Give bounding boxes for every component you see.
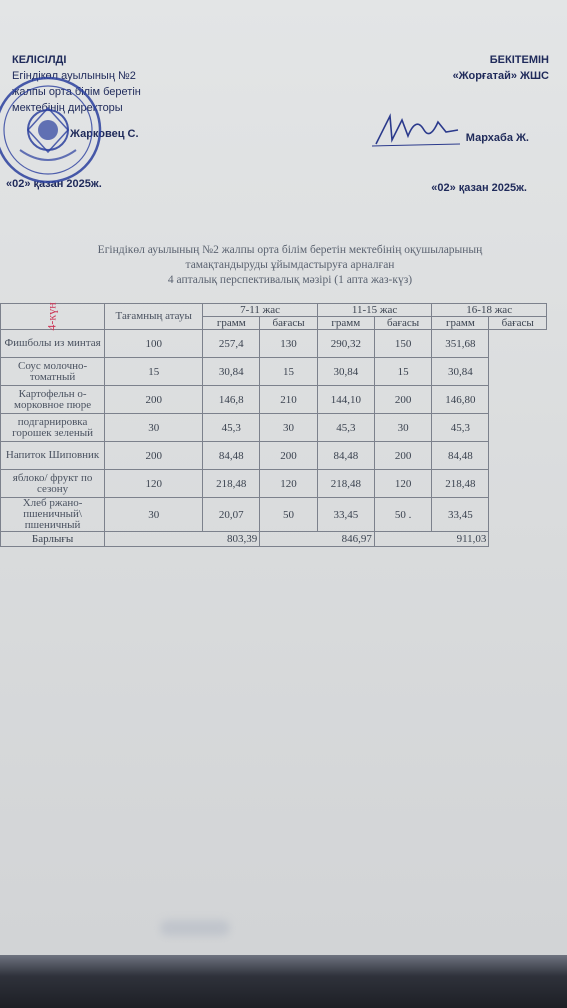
agreed-line-2: жалпы орта білім беретін — [12, 86, 141, 98]
agreed-date: «02» қазан 2025ж. — [6, 178, 102, 190]
table-row — [1, 330, 547, 358]
group-header-2: 11-15 жас — [317, 304, 432, 317]
sub-gram-2: грамм — [317, 317, 374, 330]
gram-cell: 200 — [105, 442, 203, 470]
sub-gram-1: грамм — [203, 317, 260, 330]
day-cell — [1, 304, 105, 330]
price-cell: 45,3 — [317, 414, 374, 442]
agreed-title: КЕЛІСІЛДІ — [12, 54, 67, 66]
gram-cell: 15 — [374, 358, 432, 386]
gram-cell: 100 — [105, 330, 203, 358]
price-cell: 20,07 — [203, 498, 260, 532]
gram-cell: 200 — [105, 386, 203, 414]
approved-title: БЕКІТЕМІН — [489, 54, 549, 66]
gram-cell: 200 — [374, 386, 432, 414]
group-header-3: 16-18 жас — [432, 304, 547, 317]
table-row — [1, 498, 547, 532]
sub-gram-3: грамм — [432, 317, 489, 330]
approved-signer: Мархаба Ж. — [465, 132, 529, 144]
price-cell: 84,48 — [432, 442, 489, 470]
gram-cell: 120 — [260, 470, 318, 498]
dish-name-cell: Хлеб ржано-пшеничный\ пшеничный — [1, 498, 105, 532]
dish-name-cell: яблоко/ фрукт по сезону — [1, 470, 105, 498]
menu-table — [0, 303, 547, 547]
agreed-line-1: Егіндікөл ауылының №2 — [12, 70, 136, 82]
gram-cell: 30 — [105, 414, 203, 442]
price-cell: 218,48 — [317, 470, 374, 498]
price-cell: 45,3 — [203, 414, 260, 442]
gram-cell: 30 — [374, 414, 432, 442]
dish-name-cell: подгарнировка горошек зеленый — [1, 414, 105, 442]
title-line-1: Егіндікөл ауылының №2 жалпы орта білім беретін мектебінің оқушыларының — [97, 244, 483, 256]
price-cell: 84,48 — [317, 442, 374, 470]
document-title — [20, 243, 560, 288]
price-cell: 146,80 — [432, 386, 489, 414]
background-floor — [0, 955, 567, 1008]
price-cell: 290,32 — [317, 330, 374, 358]
price-cell: 30,84 — [432, 358, 489, 386]
price-cell: 218,48 — [203, 470, 260, 498]
gram-cell: 30 — [260, 414, 318, 442]
price-cell: 30,84 — [203, 358, 260, 386]
dish-name-cell: Картофельн о-морковное пюре — [1, 386, 105, 414]
price-cell: 45,3 — [432, 414, 489, 442]
price-cell: 30,84 — [317, 358, 374, 386]
handwritten-signature — [372, 110, 462, 150]
title-line-3: 4 апталық перспективалық мәзірі (1 апта жаз-күз) — [167, 274, 413, 286]
gram-cell: 150 — [374, 330, 432, 358]
price-cell: 33,45 — [317, 498, 374, 532]
table-header-row — [1, 304, 547, 317]
table-row — [1, 470, 547, 498]
header-approved-block — [453, 52, 549, 84]
price-cell: 84,48 — [203, 442, 260, 470]
sub-price-2: бағасы — [374, 317, 432, 330]
agreed-signer: Жарковец С. — [70, 128, 139, 140]
approved-org: «Жорғатай» ЖШС — [452, 70, 549, 82]
agreed-line-3: мектебінің директоры — [12, 102, 123, 114]
title-line-2: тамақтандыруды ұйымдастыруға арналған — [185, 259, 395, 271]
sub-price-3: бағасы — [489, 317, 547, 330]
price-cell: 33,45 — [432, 498, 489, 532]
gram-cell: 200 — [260, 442, 318, 470]
gram-cell: 30 — [105, 498, 203, 532]
group-header-1: 7-11 жас — [203, 304, 318, 317]
total-2: 846,97 — [260, 532, 375, 547]
gram-cell: 210 — [260, 386, 318, 414]
gram-cell: 120 — [105, 470, 203, 498]
paper-smudge — [160, 920, 230, 936]
total-row — [1, 532, 547, 547]
total-1: 803,39 — [105, 532, 260, 547]
gram-cell: 15 — [260, 358, 318, 386]
gram-cell: 200 — [374, 442, 432, 470]
price-cell: 351,68 — [432, 330, 489, 358]
gram-cell: 50 . — [374, 498, 432, 532]
price-cell: 218,48 — [432, 470, 489, 498]
dish-name-cell: Соус молочно-томатный — [1, 358, 105, 386]
gram-cell: 120 — [374, 470, 432, 498]
approved-date: «02» қазан 2025ж. — [431, 182, 527, 194]
table-row — [1, 386, 547, 414]
col-dish-name: Тағамның атауы — [105, 304, 203, 330]
gram-cell: 130 — [260, 330, 318, 358]
official-seal-stamp — [0, 60, 106, 206]
dish-name-cell: Фишболы из минтая — [1, 330, 105, 358]
price-cell: 146,8 — [203, 386, 260, 414]
price-cell: 144,10 — [317, 386, 374, 414]
gram-cell: 50 — [260, 498, 318, 532]
table-row — [1, 414, 547, 442]
price-cell: 257,4 — [203, 330, 260, 358]
dish-name-cell: Напиток Шиповник — [1, 442, 105, 470]
table-row — [1, 358, 547, 386]
day-label: 4-күн — [45, 302, 60, 331]
sub-price-1: бағасы — [260, 317, 318, 330]
total-label: Барлығы — [1, 532, 105, 547]
total-3: 911,03 — [374, 532, 489, 547]
gram-cell: 15 — [105, 358, 203, 386]
table-row — [1, 442, 547, 470]
